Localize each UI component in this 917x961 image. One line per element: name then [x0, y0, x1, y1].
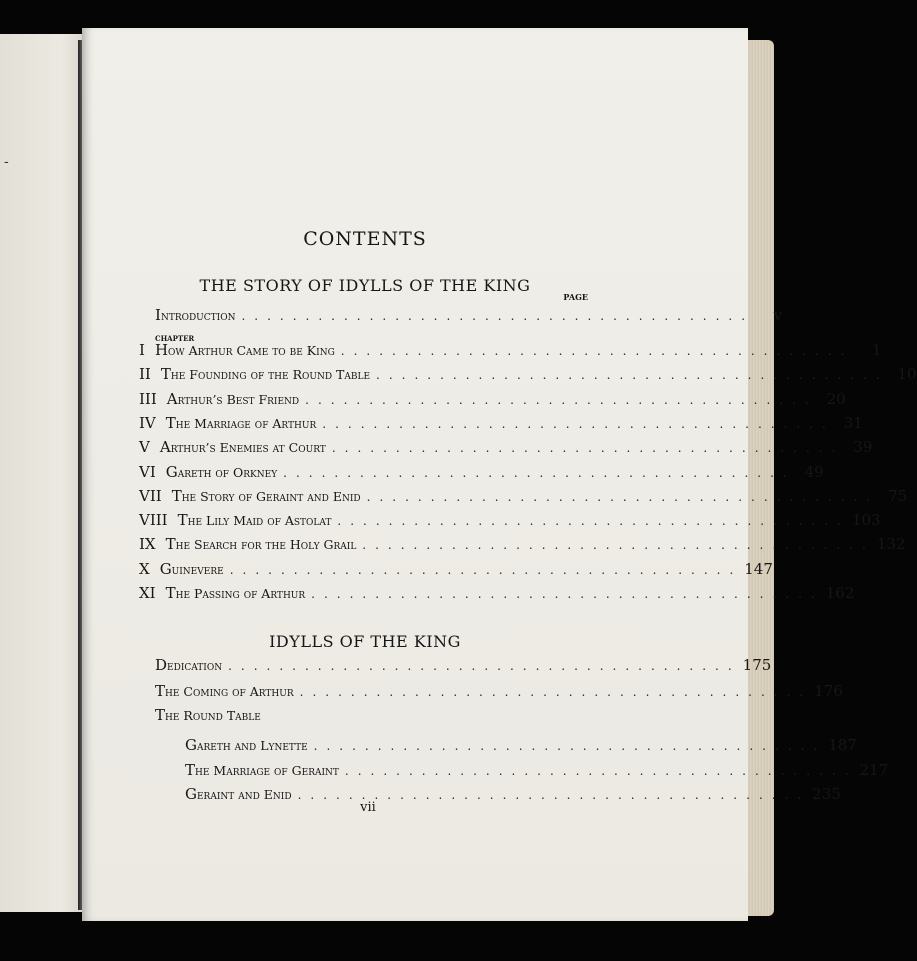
chapter-number: VIII	[139, 511, 168, 530]
toc-idyll-row[interactable]	[155, 656, 772, 680]
chapter-page: 103	[851, 511, 881, 530]
idyll-title: Geraint and Enid	[185, 785, 292, 803]
chapter-title: Guinevere	[159, 559, 224, 578]
toc-idyll-sub-row[interactable]	[185, 760, 889, 785]
chapter-number: X	[139, 559, 150, 578]
chapter-number: VII	[139, 486, 162, 505]
leader-dots: ........................................	[311, 587, 824, 601]
idyll-page: 217	[859, 760, 889, 779]
toc-chapter-row[interactable]	[139, 511, 881, 535]
leader-dots: ........................................	[376, 368, 889, 383]
chapter-page: 75	[888, 486, 908, 505]
leader-dots: ........................................	[229, 562, 743, 577]
chapter-number: III	[139, 389, 157, 408]
leader-dots: ........................................	[299, 685, 813, 699]
chapter-title: The Lily Maid of Astolat	[177, 511, 332, 530]
page-number: vii	[360, 800, 376, 815]
leader-dots: ........................................	[228, 659, 741, 673]
idyll-title: Gareth and Lynette	[185, 736, 308, 754]
toc-chapter-row[interactable]	[139, 438, 873, 462]
leader-dots: ........................................	[313, 739, 827, 753]
chapter-title: How Arthur Came to be King	[154, 341, 335, 359]
toc-idyll-row[interactable]	[155, 706, 585, 730]
idyll-title: The Marriage of Geraint	[185, 760, 339, 779]
chapter-page: 20	[826, 389, 846, 408]
chapter-number: VI	[139, 462, 156, 481]
chapter-page: 31	[843, 413, 863, 432]
leader-dots: ........................................	[337, 514, 850, 529]
chapter-title: Gareth of Orkney	[165, 462, 278, 481]
chapter-title: The Founding of the Round Table	[160, 365, 371, 384]
chapter-number: XI	[139, 584, 156, 602]
leader-dots: ........................................	[366, 489, 880, 504]
chapter-title: Arthur’s Enemies at Court	[159, 438, 326, 457]
leader-dots: ........................................	[305, 392, 818, 407]
chapter-number: IV	[139, 413, 156, 432]
toc-chapter-row[interactable]	[139, 559, 773, 584]
toc-entry-title: Introduction	[155, 306, 236, 324]
idyll-page: 175	[742, 656, 772, 674]
toc-entry-introduction[interactable]	[155, 306, 783, 330]
section-heading-story: THE STORY OF IDYLLS OF THE KING	[199, 276, 531, 295]
leader-dots: ........................................	[362, 538, 875, 553]
leader-dots: ........................................	[340, 344, 854, 358]
chapter-number: II	[139, 365, 151, 384]
chapter-number: V	[139, 438, 150, 457]
toc-chapter-row[interactable]	[139, 535, 906, 559]
chapter-page: 162	[825, 584, 855, 602]
leader-dots: ........................................	[297, 788, 811, 802]
toc-chapter-row[interactable]	[139, 389, 846, 414]
chapter-page: 132	[876, 535, 906, 554]
chapter-title: The Marriage of Arthur	[165, 413, 317, 432]
contents-heading: CONTENTS	[303, 228, 427, 250]
idyll-title: The Round Table	[155, 706, 261, 724]
toc-idyll-sub-row[interactable]	[185, 736, 857, 760]
toc-chapter-row[interactable]	[139, 341, 882, 365]
chapter-column-label: CHAPTER	[155, 334, 195, 343]
toc-chapter-row[interactable]	[139, 462, 824, 487]
chapter-number: IX	[139, 535, 156, 554]
idyll-page: 235	[812, 785, 841, 803]
leader-dots: ........................................	[322, 416, 835, 431]
page-content	[82, 28, 917, 921]
leader-dots: ........................................	[241, 309, 755, 323]
chapter-title: Arthur’s Best Friend	[166, 389, 300, 408]
idyll-page: 187	[828, 736, 857, 754]
page-column-label: PAGE	[563, 292, 588, 302]
leader-dots: ........................................	[344, 763, 858, 778]
leader-dots: ........................................	[331, 441, 845, 456]
left-page	[0, 34, 88, 912]
idyll-title: The Coming of Arthur	[155, 682, 294, 700]
toc-chapter-row[interactable]	[139, 486, 908, 511]
chapter-title: The Search for the Holy Grail	[165, 535, 357, 554]
page-edge-mark: -	[4, 154, 9, 170]
toc-chapter-row[interactable]	[139, 413, 863, 438]
toc-chapter-row[interactable]	[139, 584, 855, 608]
chapter-title: The Passing of Arthur	[165, 584, 306, 602]
contents-page	[82, 28, 917, 921]
toc-entry-page: v	[773, 306, 783, 324]
toc-chapter-row[interactable]	[139, 365, 917, 389]
idyll-title: Dedication	[155, 656, 223, 674]
idyll-page: 176	[814, 682, 843, 700]
chapter-number: I	[139, 341, 145, 359]
chapter-page: 49	[804, 462, 824, 481]
chapter-page: 39	[853, 438, 873, 457]
section-heading-idylls: IDYLLS OF THE KING	[269, 632, 461, 651]
chapter-title: The Story of Geraint and Enid	[171, 486, 361, 505]
chapter-page: 10	[897, 365, 917, 384]
toc-idyll-row[interactable]	[155, 682, 843, 706]
chapter-page: 147	[744, 559, 773, 578]
chapter-page: 1	[871, 341, 882, 359]
leader-dots: ........................................	[283, 465, 796, 480]
